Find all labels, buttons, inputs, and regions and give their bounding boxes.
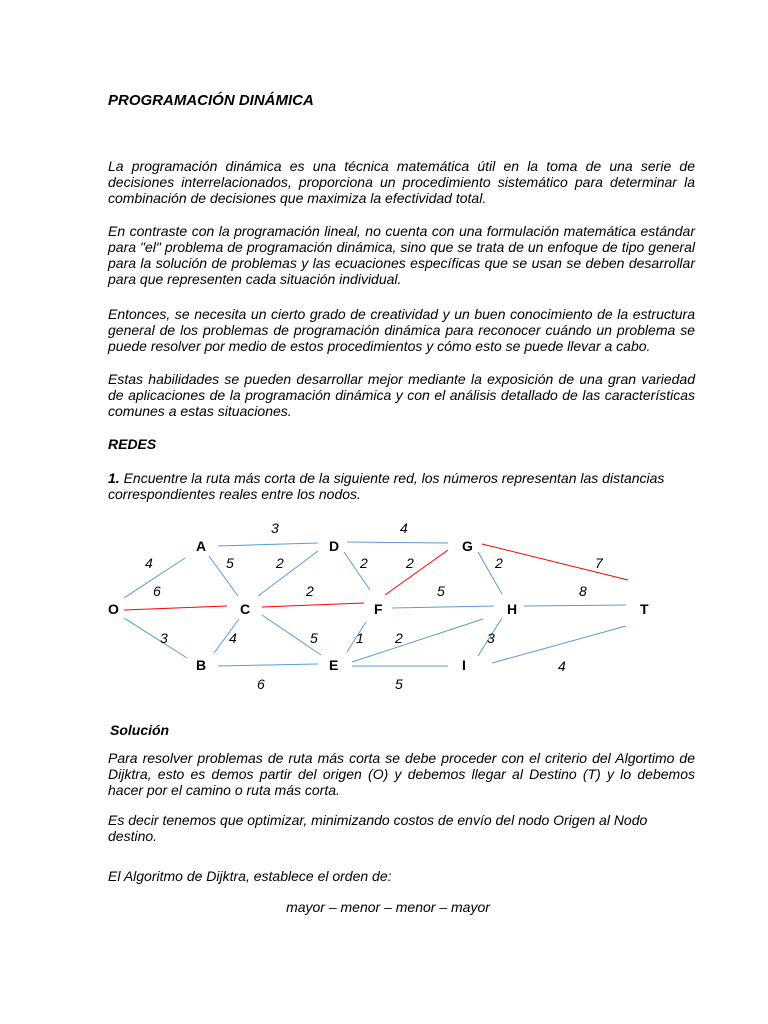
- distance-label-F-G: 2: [406, 555, 414, 571]
- solucion-paragraph-3: El Algoritmo de Dijktra, establece el orden de:: [108, 868, 392, 884]
- algorithm-order: mayor – menor – menor – mayor: [286, 899, 490, 915]
- distance-label-A-C: 5: [226, 555, 234, 571]
- intro-paragraph-2: En contraste con la programación lineal, no cuenta con una formulación matemática estándar para "el" problema de programación dinámica, sino que se trata de un enfoque de tipo general para la solución de problemas y las ecuaciones específicas que se usan se deben desarrollar para que representen cada situación individual.: [108, 223, 695, 287]
- page-title: PROGRAMACIÓN DINÁMICA: [108, 92, 314, 109]
- distance-label-D-G: 4: [400, 520, 408, 536]
- exercise-number: 1.: [108, 470, 120, 486]
- distance-label-E-H: 2: [395, 630, 403, 646]
- distance-label-D-F: 2: [360, 555, 368, 571]
- edge-O-C: [124, 606, 227, 610]
- edge-H-T: [524, 605, 626, 606]
- solucion-paragraph-1: Para resolver problemas de ruta más corta se debe proceder con el criterio del Algortimo de Dijktra, esto es demos partir del origen (O) y debemos llegar al Destino (T) y lo debemos hacer por el camino o ruta más corta.: [108, 750, 695, 798]
- distance-label-E-F: 1: [356, 630, 364, 646]
- distance-label-O-C: 6: [153, 583, 161, 599]
- edge-B-E: [218, 664, 318, 666]
- node-F: F: [374, 601, 383, 617]
- distance-label-H-T: 8: [579, 583, 587, 599]
- exercise-text: Encuentre la ruta más corta de la siguiente red, los números representan las distancias correspondientes reales entre los nodos.: [108, 470, 665, 502]
- intro-paragraph-1: La programación dinámica es una técnica matemática útil en la toma de una serie de decisiones interrelacionados, proporciona un procedimiento sistemático para determinar la combinación de decisiones que maximiza la efectividad total.: [108, 158, 695, 206]
- distance-label-O-A: 4: [145, 555, 153, 571]
- node-O: O: [108, 601, 119, 617]
- network-diagram: [0, 510, 768, 700]
- edge-C-F: [262, 603, 364, 607]
- node-H: H: [507, 601, 518, 617]
- node-D: D: [329, 538, 340, 554]
- edge-O-B: [124, 618, 187, 658]
- node-G: G: [462, 538, 473, 554]
- node-I: I: [462, 657, 466, 673]
- node-C: C: [240, 601, 251, 617]
- solucion-paragraph-2: Es decir tenemos que optimizar, minimizando costos de envío del nodo Origen al Nodo destino.: [108, 812, 648, 844]
- edge-F-H: [392, 606, 494, 608]
- intro-paragraph-3: Entonces, se necesita un cierto grado de creatividad y un buen conocimiento de la estructura general de los problemas de programación dinámica para reconocer cuándo un problema se puede resolver por medio de estos procedimientos y cómo esto se puede llevar a cabo.: [108, 306, 695, 354]
- distance-label-C-E: 5: [310, 630, 318, 646]
- distance-label-H-I: 3: [487, 630, 495, 646]
- node-E: E: [329, 657, 339, 673]
- intro-paragraph-4: Estas habilidades se pueden desarrollar mejor mediante la exposición de una gran variedad de aplicaciones de la programación dinámica y con el análisis detallado de las características comunes a estas situaciones.: [108, 371, 695, 419]
- node-T: T: [640, 601, 649, 617]
- distance-label-O-B: 3: [160, 630, 168, 646]
- edge-E-H: [352, 619, 483, 662]
- redes-heading: REDES: [108, 436, 157, 452]
- node-A: A: [196, 538, 207, 554]
- distance-label-B-E: 6: [257, 676, 265, 692]
- distance-label-C-F: 2: [306, 583, 314, 599]
- distance-label-C-D: 2: [276, 555, 284, 571]
- distance-label-G-T: 7: [595, 555, 603, 571]
- distance-label-G-H: 2: [495, 555, 503, 571]
- distance-label-A-D: 3: [271, 520, 279, 536]
- distance-label-F-H: 5: [437, 583, 445, 599]
- exercise-statement: [108, 470, 668, 502]
- solucion-heading: Solución: [110, 722, 170, 738]
- edge-D-G: [347, 542, 448, 543]
- edge-A-D: [218, 543, 318, 546]
- edge-G-T: [482, 544, 628, 580]
- distance-label-B-C: 4: [229, 630, 237, 646]
- node-B: B: [196, 657, 207, 673]
- distance-label-E-I: 5: [395, 676, 403, 692]
- distance-label-I-T: 4: [558, 658, 566, 674]
